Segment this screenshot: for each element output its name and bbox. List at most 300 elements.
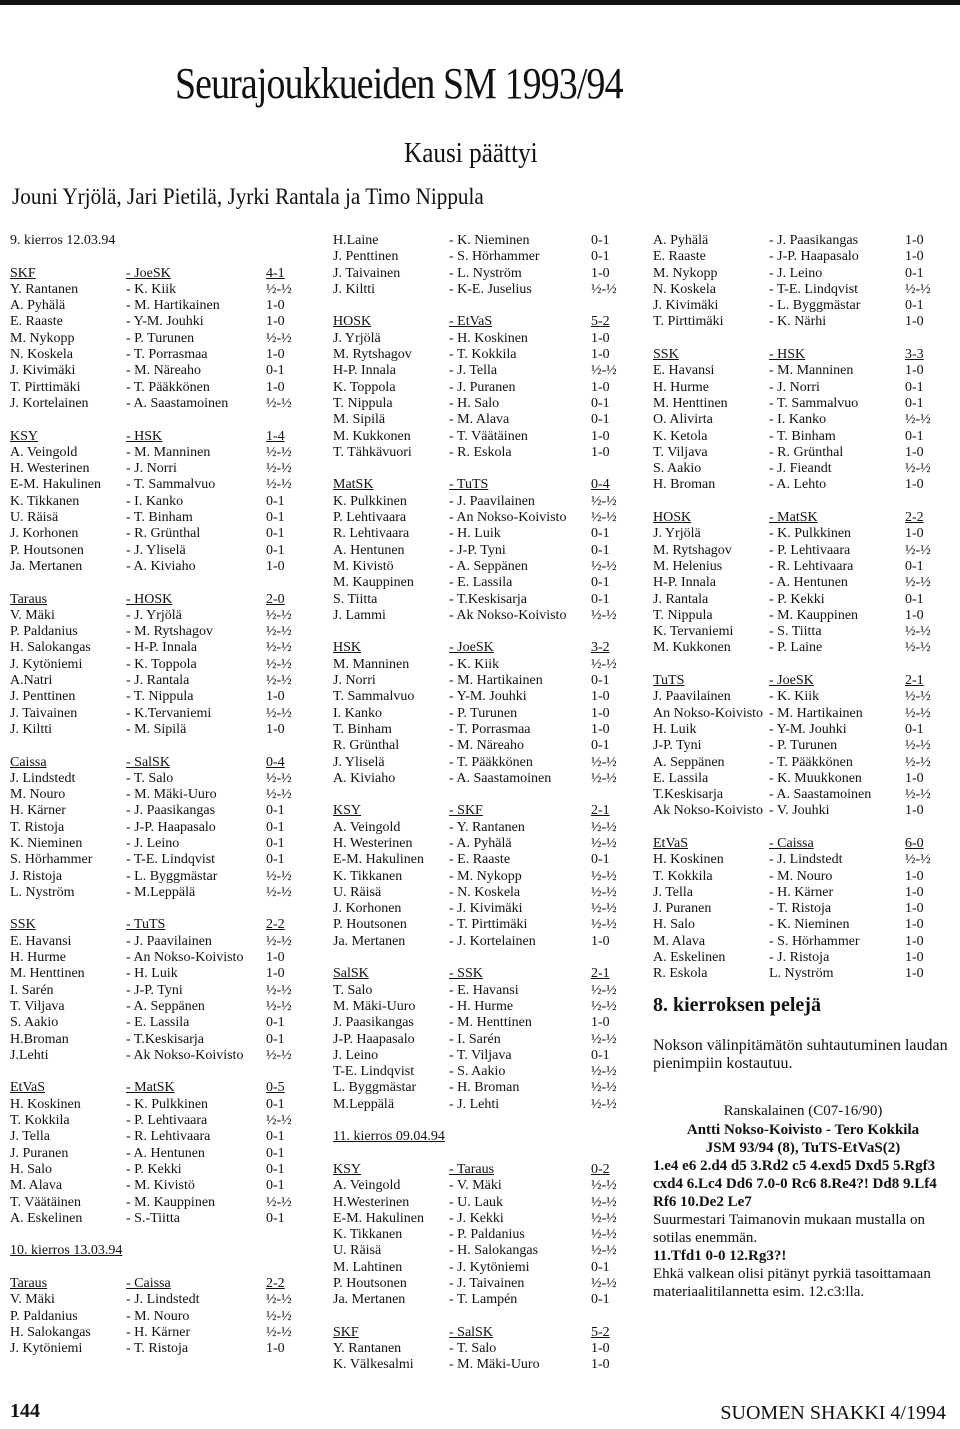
game-row [653,934,953,950]
game-result: 1-0 [905,950,924,966]
black-player: - H. Koskinen [449,330,528,346]
game-row [653,803,953,819]
black-player: - J-P. Tyni [126,982,183,998]
game-row [333,983,633,999]
home-team: HOSK [653,510,692,526]
game-result: ½-½ [591,493,617,509]
game-row [10,347,310,363]
black-player: - T. Pirttimäki [449,917,528,933]
game-row [653,624,953,640]
game-comment-2: Ehkä valkean olisi pitänyt pyrkiä tasoittamaan materiaalitilannetta esim. 12.c3:lla. [653,1266,931,1301]
white-player: P. Houtsonen [333,917,407,933]
game-row [333,1080,633,1096]
spacer [653,820,953,836]
game-result: 0-1 [266,1015,285,1031]
game-result: 0-1 [591,249,610,265]
white-player: M. Helenius [653,558,723,574]
black-player: - M. Hartikainen [126,298,220,314]
black-player: - J. Norri [126,461,177,477]
white-player: K. Ketola [653,428,708,444]
white-player: J. Paasikangas [333,1015,414,1031]
spacer [10,412,310,428]
game-result: ½-½ [266,1308,292,1324]
spacer [10,738,310,754]
game-result: 0-1 [266,542,285,558]
game-row [653,787,953,803]
match-header [333,1162,633,1178]
match-header [333,477,633,493]
game-result: 0-1 [266,1145,285,1161]
white-player: J. Kytöniemi [10,656,83,672]
game-row [333,608,633,624]
game-result: 1-0 [591,428,610,444]
black-player: - R. Grünthal [126,526,201,542]
white-player: M. Manninen [333,656,410,672]
game-result: 0-1 [905,298,924,314]
white-player: J. Lindstedt [10,770,76,786]
game-result: 0-1 [266,526,285,542]
black-player: - A. Seppänen [126,998,205,1014]
match-score: 2-1 [905,673,924,689]
game-result: 0-1 [591,1047,610,1063]
game-result: 0-1 [591,673,610,689]
game-row [10,836,310,852]
black-player: - M.Leppälä [126,884,196,900]
game-result: ½-½ [266,395,292,411]
black-player: - T-E. Lindqvist [126,852,216,868]
game-row [333,836,633,852]
game-result: 1-0 [905,314,924,330]
game-result: 1-0 [591,933,610,949]
game-row [333,738,633,754]
black-player: - K. Kiik [449,656,500,672]
away-team: - HSK [126,428,163,444]
game-row [653,706,953,722]
black-player: - E. Raaste [449,852,511,868]
game-result: 1-0 [591,1357,610,1373]
game-result: ½-½ [591,1276,617,1291]
game-result: ½-½ [266,673,292,689]
white-player: S. Aakio [653,461,702,477]
games-intro: Nokson välinpitämätön suhtautuminen laudan pienimpiin kostautuu. [653,1036,948,1072]
game-result: 0-1 [905,721,924,737]
black-player: - K. Kiik [126,281,177,297]
game-result: 0-1 [591,738,610,754]
spacer [653,657,953,673]
game-result: 1-0 [591,705,610,721]
white-player: M. Kauppinen [333,575,414,591]
black-player: - Ak Nokso-Koivisto [449,607,567,623]
white-player: J. Korhonen [333,901,402,917]
game-result: 0-1 [591,852,610,868]
white-player: M. Henttinen [653,395,728,411]
game-row [10,999,310,1015]
game-result: ½-½ [266,1292,292,1308]
game-result: 0-1 [266,363,285,379]
game-result: ½-½ [591,1080,617,1096]
spacer [333,298,633,314]
black-player: - J. Paasikangas [126,803,216,819]
game-result: 0-1 [905,591,924,607]
game-row [10,1292,310,1308]
white-player: M. Alava [10,1178,63,1194]
game-row [653,412,953,428]
game-row [653,396,953,412]
game-row [333,1276,633,1292]
spacer [653,494,953,510]
away-team: - SSK [449,966,483,982]
match-header [10,917,310,933]
black-player: - M. Mäki-Uuro [449,1357,540,1373]
white-player: R. Eskola [653,966,708,982]
game-result: ½-½ [591,835,617,851]
white-player: O. Alivirta [653,412,713,428]
game-row [10,1195,310,1211]
black-player: - J. Lindstedt [769,852,843,868]
white-player: M. Alava [653,933,706,949]
game-result: ½-½ [266,1113,292,1129]
white-player: M. Nykopp [653,265,718,281]
game-result: ½-½ [905,281,931,297]
game-row [10,657,310,673]
white-player: J. Penttinen [10,689,76,705]
game-row [10,331,310,347]
spacer [333,624,633,640]
game-row [10,1162,310,1178]
game-result: 1-0 [266,966,285,982]
home-team: KSY [333,1161,362,1177]
black-player: - P. Lehtivaara [769,542,851,558]
game-result: ½-½ [591,917,617,933]
game-row [333,526,633,542]
white-player: J. Ristoja [10,868,63,884]
white-player: H. Luik [653,721,697,737]
home-team: HOSK [333,314,372,330]
game-row [333,869,633,885]
black-player: - J. Yrjölä [126,607,182,623]
white-player: A. Pyhälä [10,298,66,314]
game-row [653,869,953,885]
game-row [333,1178,633,1194]
match-score: 2-2 [266,1276,285,1291]
match-score: 0-4 [266,754,285,770]
game-result: 0-1 [591,542,610,558]
game-result: ½-½ [591,868,617,884]
black-player: - Y. Rantanen [449,819,525,835]
black-player: - T. Nippula [126,689,194,705]
home-team: KSY [333,803,362,819]
away-team: - SalSK [449,1324,493,1340]
game-result: ½-½ [591,770,617,786]
game-result: ½-½ [266,624,292,640]
black-player: - U. Lauk [449,1194,504,1210]
game-result: ½-½ [905,705,931,721]
black-player: - T-E. Lindqvist [769,281,859,297]
game-row [10,1146,310,1162]
black-player: - H-P. Innala [126,640,198,656]
game-event: JSM 93/94 (8), TuTS-EtVaS(2) [705,1140,901,1157]
white-player: M. Nouro [10,787,66,803]
game-row [653,445,953,461]
black-player: - P. Lehtivaara [126,1113,208,1129]
game-result: ½-½ [591,558,617,574]
white-player: T. Viljava [10,998,65,1014]
black-player: - N. Koskela [449,884,521,900]
black-player: - K. Pulkkinen [769,526,852,542]
white-player: T. Nippula [653,607,713,623]
black-player: - H. Salo [449,395,500,411]
game-row [653,282,953,298]
white-player: E. Havansi [10,933,72,949]
match-header [653,347,953,363]
game-result: ½-½ [266,787,292,803]
game-row [10,396,310,412]
game-result: ½-½ [266,1047,292,1063]
game-row [653,608,953,624]
game-row [333,885,633,901]
black-player: - H. Broman [449,1080,520,1096]
game-result: 0-1 [905,265,924,281]
game-row [333,1357,633,1373]
game-row [10,363,310,379]
white-player: H-P. Innala [333,363,396,379]
white-player: J. Kiltti [10,721,53,737]
match-header [653,510,953,526]
game-result: 1-0 [591,721,610,737]
black-player: - T. Pääkkönen [769,754,853,770]
white-player: J. Puranen [653,901,712,917]
black-player: - K. Muukkonen [769,770,862,786]
game-result: ½-½ [591,1178,617,1194]
white-player: N. Koskela [653,281,716,297]
game-row [333,1032,633,1048]
black-player: - M. Näreaho [449,738,525,754]
game-result: ½-½ [266,868,292,884]
away-team: - HSK [769,347,806,363]
white-player: S. Tiitta [333,591,378,607]
white-player: J. Taivainen [10,705,78,721]
game-row [333,657,633,673]
game-row [653,559,953,575]
black-player: - K.Tervaniemi [126,705,212,721]
white-player: P. Houtsonen [333,1276,407,1291]
black-player: - J-P. Haapasalo [126,819,216,835]
white-player: K. Nieminen [10,835,83,851]
white-player: J. Tella [653,884,693,900]
match-score: 5-2 [591,314,610,330]
game-row [653,526,953,542]
black-player: - S. Hörhammer [769,933,860,949]
game-row [333,1048,633,1064]
black-player: - M. Kivistö [126,1178,195,1194]
white-player: Y. Rantanen [333,1341,402,1357]
results-list [653,233,953,983]
black-player: - An Nokso-Koivisto [449,510,567,526]
black-player: - T. Väätäinen [449,428,528,444]
white-player: H. Salo [10,1161,52,1177]
game-result: 1-0 [905,917,924,933]
white-player: K. Tikkanen [333,868,403,884]
black-player: - M. Kauppinen [769,607,859,623]
game-row [653,722,953,738]
game-result: 1-0 [905,233,924,248]
white-player: A.Natri [10,673,53,689]
white-player: V. Mäki [10,1292,55,1308]
game-row [333,412,633,428]
game-row [10,983,310,999]
black-player: - M. Nouro [769,868,833,884]
game-row [10,494,310,510]
black-player: - T. Binham [769,428,836,444]
game-row [10,820,310,836]
game-row [653,298,953,314]
game-row [333,852,633,868]
white-player: L. Byggmästar [333,1080,417,1096]
game-result: 0-1 [266,493,285,509]
game-row [653,966,953,982]
black-player: - S. Tiitta [769,624,822,640]
black-player: - V. Jouhki [769,803,830,819]
match-header [653,836,953,852]
white-player: H. Salokangas [10,1324,91,1340]
white-player: T. Kokkila [653,868,713,884]
white-player: L. Nyström [10,884,75,900]
black-player: - T. Salo [126,770,174,786]
home-team: TuTS [653,673,685,689]
black-player: - J. Fieandt [769,461,832,477]
game-result: ½-½ [266,1194,292,1210]
game-row [333,1195,633,1211]
game-row [333,494,633,510]
black-player: - J. Kekki [449,1210,504,1226]
game-row [10,461,310,477]
away-team: - SKF [449,803,483,819]
game-row [10,445,310,461]
black-player: - M. Näreaho [126,363,202,379]
spacer [333,950,633,966]
game-result: 1-0 [905,363,924,379]
game-row [333,1064,633,1080]
white-player: K. Välkesalmi [333,1357,414,1373]
black-player: L. Nyström [769,966,834,982]
game-row [10,1178,310,1194]
game-row [653,363,953,379]
away-team: - TuTS [126,917,166,933]
game-row [10,1048,310,1064]
match-header [10,266,310,282]
white-player: M. Lahtinen [333,1259,403,1275]
white-player: J-P. Tyni [653,738,702,754]
game-result: ½-½ [905,787,931,803]
white-player: K. Tikkanen [10,493,80,509]
black-player: - A. Hentunen [769,575,848,591]
game-result: ½-½ [591,1210,617,1226]
game-result: 0-1 [266,1178,285,1194]
white-player: U. Räisä [333,1243,382,1259]
page-number: 144 [10,1400,40,1422]
black-player: - J. Tella [449,363,498,379]
black-player: - J. Paasikangas [769,233,859,248]
black-player: - H. Luik [449,526,501,542]
white-player: M. Rytshagov [333,347,412,363]
black-player: - J-P. Tyni [449,542,506,558]
game-result: 0-1 [266,1129,285,1145]
white-player: M. Kukkonen [653,640,731,656]
white-player: J. Tella [10,1129,50,1145]
game-result: 1-0 [266,347,285,363]
spacer [333,1309,633,1325]
game-result: 1-0 [905,526,924,542]
white-player: M. Henttinen [10,966,85,982]
game-result: ½-½ [591,982,617,998]
game-row [333,559,633,575]
black-player: - J. Leino [126,835,180,851]
black-player: - J. Kivimäki [449,901,523,917]
black-player: - P. Kekki [769,591,825,607]
black-player: - J. Lehti [449,1096,500,1112]
black-player: - A. Saastamoinen [126,395,229,411]
black-player: - Ak Nokso-Koivisto [126,1047,244,1063]
game-result: 1-0 [905,607,924,623]
game-result: ½-½ [905,852,931,868]
black-player: - J. Kytöniemi [449,1259,530,1275]
white-player: H. Kärner [10,803,66,819]
game-result: ½-½ [591,1031,617,1047]
black-player: - M. Rytshagov [126,624,213,640]
white-player: H. Salokangas [10,640,91,656]
black-player: - J. Ristoja [769,950,830,966]
black-player: - R. Grünthal [769,444,844,460]
black-player: - K. Nieminen [449,233,530,248]
results-column-1 [10,233,310,1357]
white-player: I. Kanko [333,705,382,721]
match-score: 2-2 [266,917,285,933]
game-row [333,592,633,608]
white-player: H. Koskinen [10,1096,81,1112]
home-team: SKF [10,265,36,281]
game-row [10,885,310,901]
game-result: ½-½ [266,607,292,623]
black-player: - T. Sammalvuo [126,477,216,493]
game-row [10,380,310,396]
game-row [10,543,310,559]
game-row [333,1097,633,1113]
page-title: Seurajoukkueiden SM 1993/94 [175,59,623,108]
game-result: ½-½ [905,624,931,640]
game-row [333,543,633,559]
black-player: - E. Havansi [449,982,519,998]
game-result: ½-½ [266,1324,292,1340]
black-player: - J. Puranen [449,379,516,395]
white-player: H. Hurme [653,379,709,395]
white-player: J. Penttinen [333,249,399,265]
white-player: J. Lammi [333,607,386,623]
game-row [653,689,953,705]
white-player: J. Yrjölä [333,330,381,346]
black-player: - T.Keskisarja [126,1031,205,1047]
game-row [10,608,310,624]
game-row [333,1227,633,1243]
game-row [333,1341,633,1357]
white-player: J. Taivainen [333,265,401,281]
home-team: MatSK [333,477,374,493]
match-header [333,314,633,330]
black-player: - J. Kortelainen [449,933,536,949]
game-row [333,233,633,249]
game-row [333,510,633,526]
game-row [10,673,310,689]
black-player: - M. Manninen [769,363,854,379]
